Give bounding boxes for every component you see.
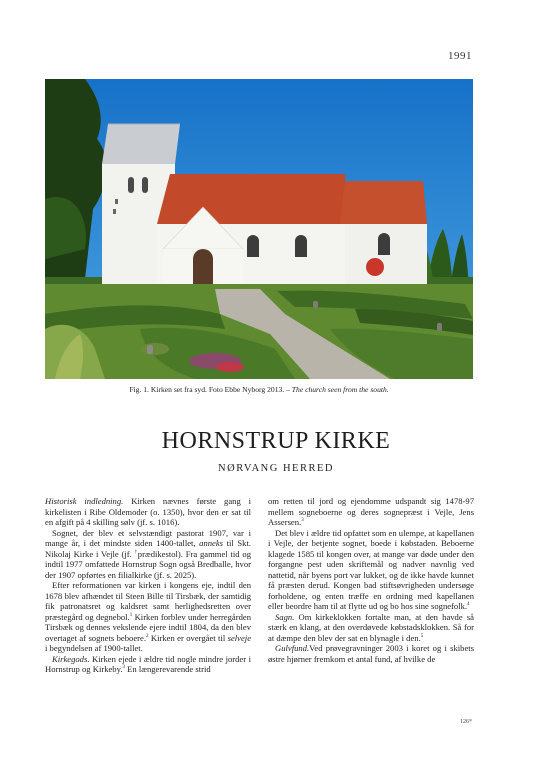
page-subtitle: NØRVANG HERRED — [218, 463, 334, 474]
paragraph — [268, 643, 474, 664]
footnote-ref: 5 — [420, 633, 424, 639]
caption-english: The church seen from the south. — [291, 385, 389, 394]
right-column — [268, 496, 474, 664]
footnote-ref: 2 — [145, 633, 149, 639]
footer-mark: 126* — [460, 719, 472, 725]
text-run: prædikestol). Fra gammel tid og indtil 1977 omfattede Hornstrup Sogn også Bredballe, hvor der 1907 opførtes en filialkirke (jf. s. 2025). — [45, 548, 252, 580]
italic-run: selveje — [227, 632, 252, 643]
page-number: 1991 — [448, 50, 472, 62]
text-run: til Skt. Nikolaj Kirke i Vejle (jf. — [45, 538, 251, 559]
paragraph — [45, 654, 251, 675]
text-run: om retten til jord og ejendomme udspandt sig 1478-97 mellem sogneboerne og deres sognepræst i Vejle, Jens Assersen. — [268, 496, 474, 527]
text-run: Kirken forblev under herregården Tirsbæk og dennes vekslende ejere indtil 1804, da den blev overtaget af sognets beboere. — [45, 611, 252, 643]
text-run: i begyndelsen af 1900-tallet. — [45, 643, 143, 653]
paragraph — [268, 528, 474, 612]
footnote-ref: 3 — [122, 665, 125, 671]
paragraph — [268, 496, 474, 528]
footnote-ref: † — [134, 549, 138, 555]
paragraph — [45, 496, 251, 528]
text-run: Sognet, der blev et selvstændigt pastorat 1907, var i mange år, i det mindste siden 1400-tallet, — [45, 527, 251, 548]
church-photo — [45, 79, 473, 379]
italic-run: Historisk indledning. — [45, 496, 124, 506]
text-run: En længerevarende strid — [125, 664, 211, 674]
text-run: Det blev i ældre tid opfattet som en ulempe, at kapellanen i Vejle, der betjente sognet, boede i købstaden. Beboerne klagede 1585 til kongen over, at mange var døde under den forgangne pest uden skriftemål og nadver navnlig ved nattetid, når byens port var lukket, og de ikke havde kunnet få præsten derud. Kongen bad stiftsøvrigheden undersøge forholdene, og enten træffe en ordning med kapellanen eller beordre ham til at flytte ud og bo hos sine sognefolk. — [268, 527, 474, 611]
text-run: Kirken nævnes første gang i kirkelisten i Ribe Oldemoder (o. 1350), hvor den er sat til en afgift på 4 skilling sølv (jf. s. 1016). — [45, 496, 252, 527]
footnote-ref: 4 — [467, 602, 470, 608]
italic-run: Gulvfund. — [275, 643, 310, 653]
text-run: Kirken ejede i ældre tid nogle mindre jorder i Hornstrup og Kirkeby. — [45, 653, 251, 674]
paragraph — [45, 580, 251, 654]
italic-run: anneks — [199, 538, 224, 548]
italic-run: Kirkegods. — [52, 653, 90, 664]
footnote-ref: 3 — [301, 518, 304, 524]
paragraph — [45, 528, 251, 581]
caption-danish: Fig. 1. Kirken set fra syd. Foto Ebbe Nyborg 2013. – — [129, 385, 292, 394]
text-run: Kirken er overgået til — [148, 632, 228, 643]
page-title: HORNSTRUP KIRKE — [161, 428, 391, 454]
text-run: Efter reformationen var kirken i kongens eje, indtil den 1678 blev afhændet til Steen Bille til Tirsbæk, der samtidig fik patronatsret og kaldsret samt herlighedsretten over præstegård og degnebol. — [45, 580, 251, 622]
paragraph — [268, 612, 474, 644]
text-run: Om kirkeklokken fortalte man, at den havde så stærk en klang, at den overdøvede købstadsklokken. Så for at dæmpe den blev der sat en blynagle i den. — [268, 611, 474, 643]
text-run: Ved prøvegravninger 2003 i koret og i skibets østre hjørner fremkom et antal fund, af hvilke de — [268, 643, 474, 664]
italic-run: Sagn. — [275, 611, 295, 622]
figure-caption — [45, 385, 473, 394]
footnote-ref: 1 — [129, 612, 133, 618]
left-column — [45, 496, 251, 675]
